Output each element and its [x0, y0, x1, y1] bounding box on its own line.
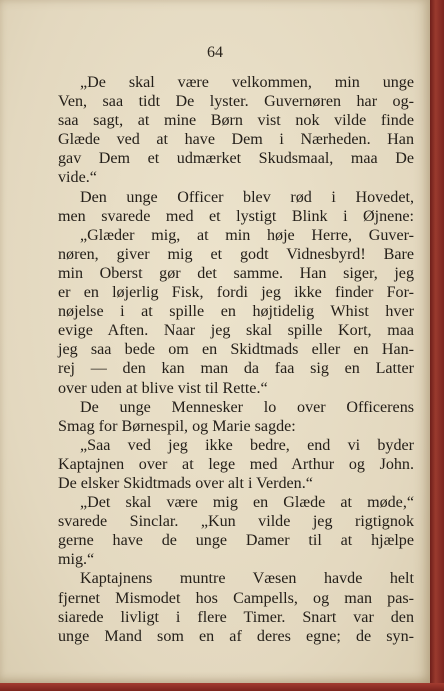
- text-line: jeg saa bede om en Skidtmads eller en Han-: [58, 341, 414, 359]
- text-line: Smag for Børnespil, og Marie sagde:: [58, 417, 296, 435]
- text-line: gav Dem et udmærket Skudsmaal, maa De: [58, 150, 414, 168]
- text-line: Kaptajnen over at lege med Arthur og John.: [58, 455, 414, 473]
- text-line: unge Mand som en af deres egne; de syn-: [58, 627, 414, 645]
- text-line: De elsker Skidtmads over alt i Verden.“: [58, 474, 313, 492]
- text-line: men svarede med et lystigt Blink i Øjnene:: [58, 207, 414, 225]
- book-cover-edge-bottom: [0, 683, 444, 691]
- text-line: svarede Sinclar. „Kun vilde jeg rigtignok: [58, 513, 414, 531]
- page-number: 64: [207, 44, 223, 61]
- text-line: siarede livligt i flere Timer. Snart var den: [58, 608, 414, 626]
- text-line: Kaptajnens muntre Væsen havde helt: [80, 570, 414, 588]
- text-line: over uden at blive vist til Rette.“: [58, 379, 268, 397]
- text-line: De unge Mennesker lo over Officerens: [80, 398, 414, 416]
- text-line: Ven, saa tidt De lyster. Guvernøren har og-: [58, 93, 414, 111]
- text-line: Glæde ved at have Dem i Nærheden. Han: [58, 131, 414, 149]
- text-line: rej — den kan man da faa sig en Latter: [58, 360, 414, 378]
- text-line: nøjelse i at spille en højtidelig Whist hver: [58, 303, 414, 321]
- text-line: „De skal være velkommen, min unge: [80, 74, 414, 91]
- text-line: vide.“: [58, 169, 97, 187]
- text-line: „Det skal være mig en Glæde at møde,“: [80, 494, 414, 512]
- text-line: evige Aften. Naar jeg skal spille Kort, maa: [58, 322, 414, 340]
- text-line: saa sagt, at mine Børn vist nok vilde finde: [58, 112, 414, 130]
- text-line: „Saa ved jeg ikke bedre, end vi byder: [80, 436, 414, 454]
- text-line: er en løjerlig Fisk, fordi jeg ikke finder For-: [58, 284, 414, 302]
- text-line: „Glæder mig, at min høje Herre, Guver-: [80, 226, 414, 244]
- text-line: gerne have de unge Damer til at hjælpe: [58, 532, 414, 550]
- text-line: min Oberst gør det samme. Han siger, jeg: [58, 264, 414, 282]
- text-line: nøren, giver mig et godt Vidnesbyrd! Bare: [58, 245, 414, 263]
- book-cover-edge-right: [430, 0, 444, 691]
- text-line: Den unge Officer blev rød i Hovedet,: [80, 188, 414, 206]
- body-text: [58, 73, 414, 646]
- text-line: fjernet Mismodet hos Campells, og man pas-: [58, 589, 414, 607]
- text-line: mig.“: [58, 551, 95, 569]
